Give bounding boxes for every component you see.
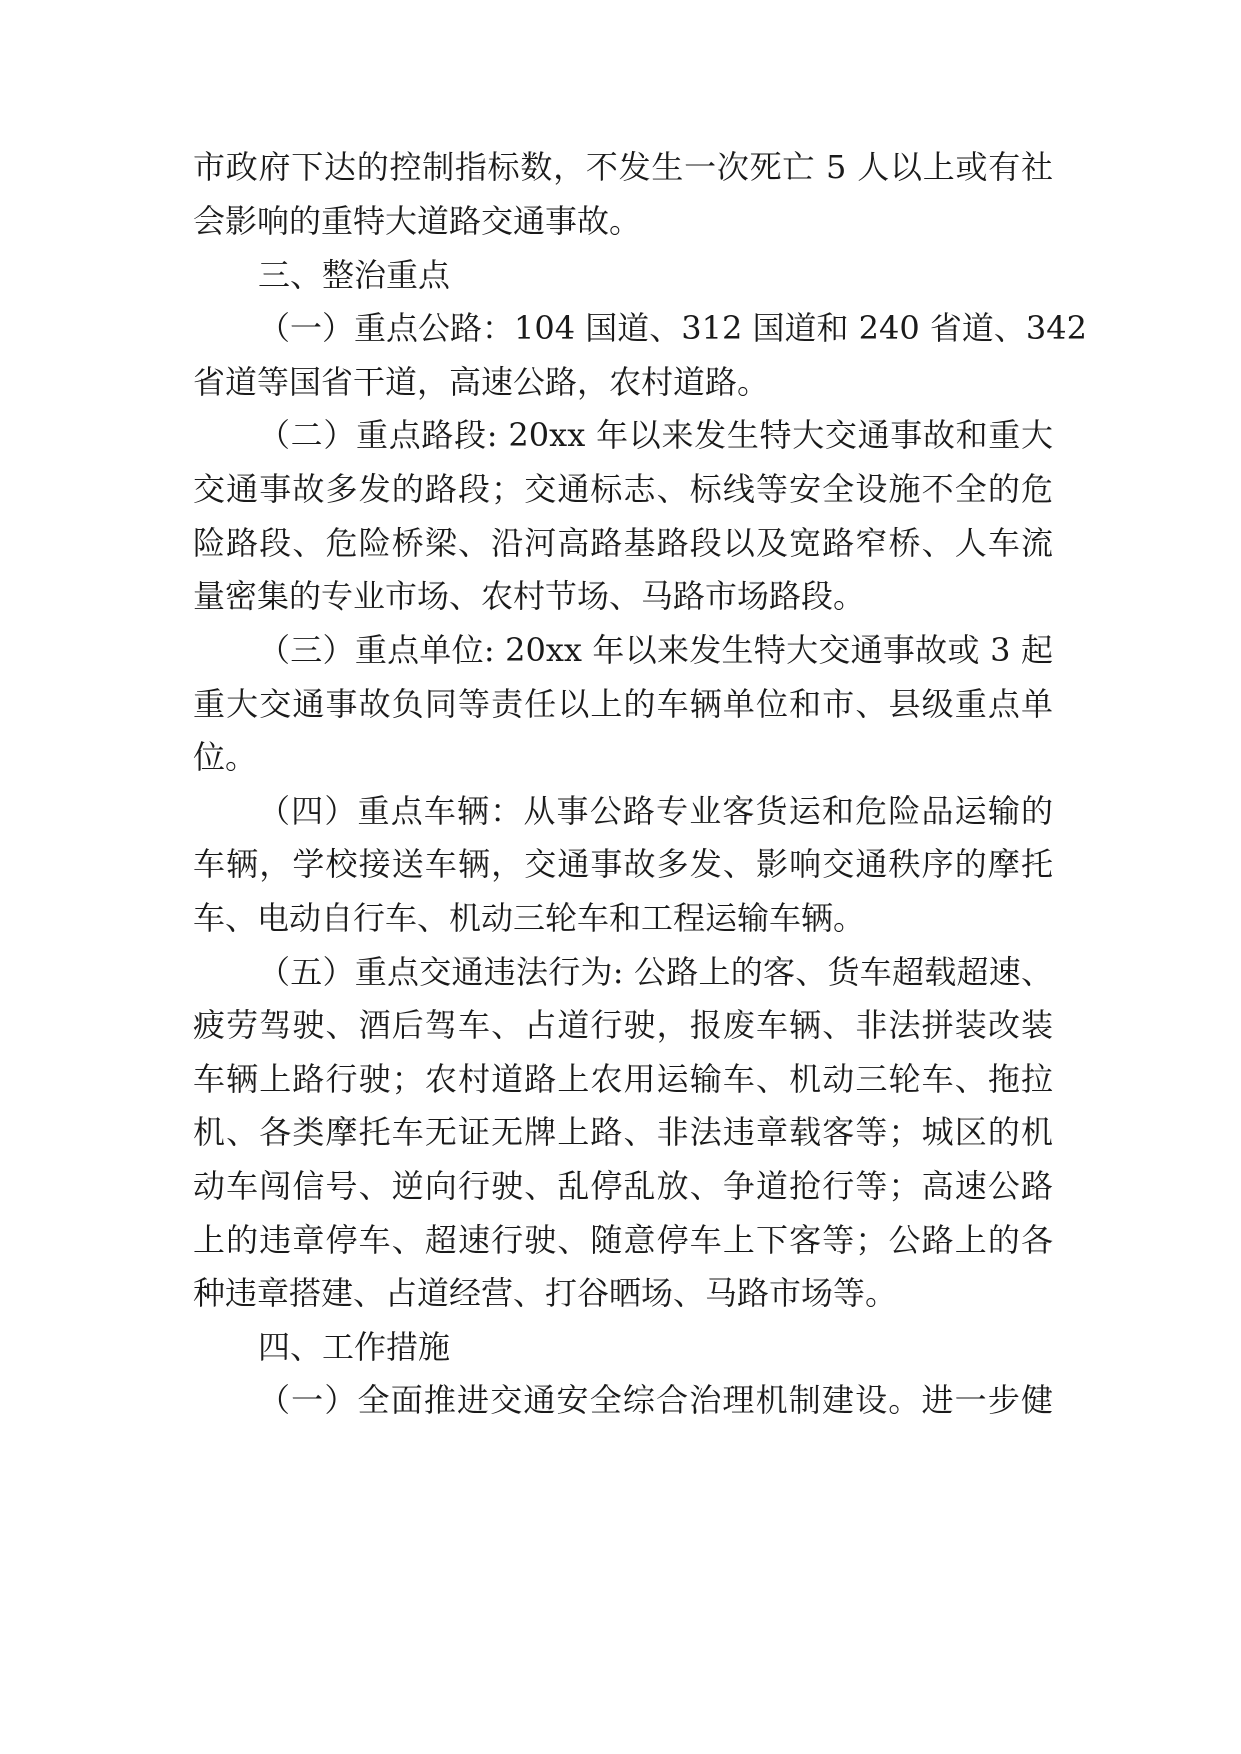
text-line: 省道等国省干道，高速公路，农村道路。 [193, 363, 770, 401]
text-line: 险路段、危险桥梁、沿河高路基路段以及宽路窄桥、人车流 [193, 524, 1053, 562]
text-line: 机、各类摩托车无证无牌上路、非法违章载客等；城区的机 [193, 1113, 1053, 1151]
text-line: 位。 [193, 738, 258, 776]
text-line: 车辆，学校接送车辆，交通事故多发、影响交通秩序的摩托 [193, 845, 1053, 883]
text-line: （二）重点路段: 20xx 年以来发生特大交通事故和重大 [258, 416, 1053, 454]
text-line: （四）重点车辆：从事公路专业客货运和危险品运输的 [258, 792, 1053, 830]
text-line: 市政府下达的控制指标数，不发生一次死亡 5 人以上或有社 [193, 148, 1053, 186]
section-heading: 四、工作措施 [258, 1328, 451, 1366]
text-line: 车、电动自行车、机动三轮车和工程运输车辆。 [193, 899, 866, 937]
text-line: 种违章搭建、占道经营、打谷晒场、马路市场等。 [193, 1274, 898, 1312]
text-line: 量密集的专业市场、农村节场、马路市场路段。 [193, 577, 866, 615]
section-heading: 三、整治重点 [258, 256, 451, 294]
text-line: 车辆上路行驶；农村道路上农用运输车、机动三轮车、拖拉 [193, 1060, 1053, 1098]
text-line: （一）全面推进交通安全综合治理机制建设。进一步健 [258, 1381, 1053, 1419]
text-line: （五）重点交通违法行为: 公路上的客、货车超载超速、 [258, 953, 1053, 991]
text-line: 动车闯信号、逆向行驶、乱停乱放、争道抢行等；高速公路 [193, 1167, 1053, 1205]
text-line: 会影响的重特大道路交通事故。 [193, 202, 642, 240]
text-line: 疲劳驾驶、酒后驾车、占道行驶，报废车辆、非法拼装改装 [193, 1006, 1053, 1044]
text-line: （三）重点单位: 20xx 年以来发生特大交通事故或 3 起 [258, 631, 1053, 669]
text-line: （一）重点公路：104 国道、312 国道和 240 省道、342 [258, 309, 1088, 347]
text-line: 上的违章停车、超速行驶、随意停车上下客等；公路上的各 [193, 1221, 1053, 1259]
text-line: 重大交通事故负同等责任以上的车辆单位和市、县级重点单 [193, 685, 1053, 723]
text-line: 交通事故多发的路段；交通标志、标线等安全设施不全的危 [193, 470, 1053, 508]
